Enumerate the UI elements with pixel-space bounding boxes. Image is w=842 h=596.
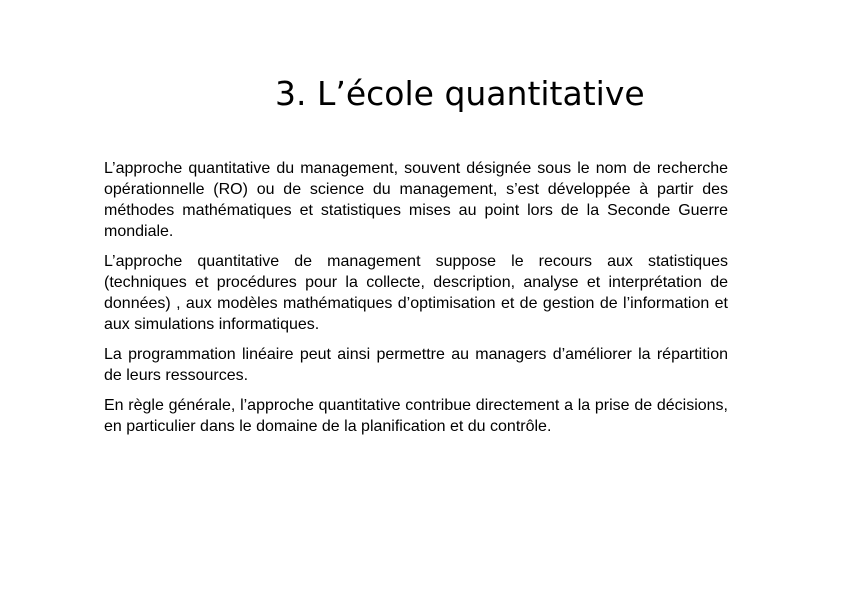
paragraph-ro-definition: L’approche quantitative du management, souvent désignée sous le nom de recherche opérationnelle (RO) ou de science du management, s’est développée à partir des méthodes mathématiques et statistiques mises au point lors de la Seconde Guerre mondiale. — [104, 160, 728, 240]
paragraph-linear-programming: La programmation linéaire peut ainsi permettre au managers d’améliorer la répartition de leurs ressources. — [104, 346, 728, 384]
slide-title: 3. L’école quantitative — [275, 74, 645, 113]
paragraph-statistics-models: L’approche quantitative de management suppose le recours aux statistiques (techniques et procédures pour la collecte, description, analyse et interprétation de données) , aux modèles mathématiques d’optimisation et de gestion de l’information et aux simulations informatiques. — [104, 253, 728, 333]
slide-body — [104, 158, 728, 446]
paragraph-decision-making: En règle générale, l’approche quantitative contribue directement a la prise de décisions, en particulier dans le domaine de la planification et du contrôle. — [104, 397, 728, 435]
